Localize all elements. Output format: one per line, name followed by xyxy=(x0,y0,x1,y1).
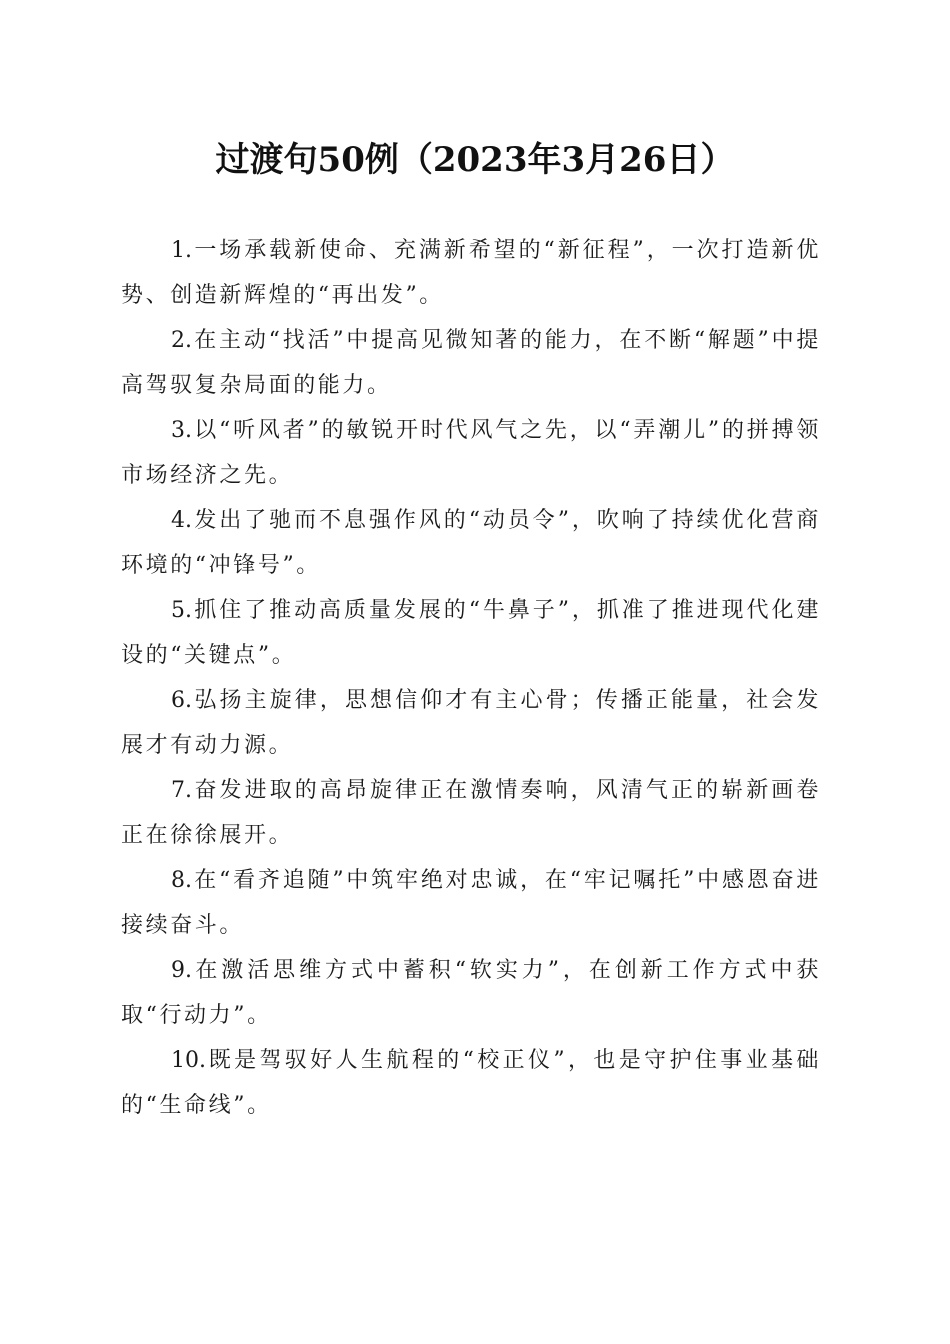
list-item-9 xyxy=(121,948,821,1038)
item-number: 1. xyxy=(171,238,192,263)
item-text: 在主动“找活”中提高见微知著的能力，在不断“解题”中提高驾驭复杂局面的能力。 xyxy=(121,328,821,398)
list-item-3 xyxy=(121,408,821,498)
document-body xyxy=(121,228,821,1128)
item-number: 6. xyxy=(171,688,192,713)
list-item-2 xyxy=(121,318,821,408)
item-text: 一场承载新使命、充满新希望的“新征程”，一次打造新优势、创造新辉煌的“再出发”。 xyxy=(121,238,821,308)
item-number: 7. xyxy=(171,778,192,803)
document-title: 过渡句50例（2023年3月26日） xyxy=(215,140,735,180)
item-number: 3. xyxy=(171,418,192,443)
item-number: 2. xyxy=(171,328,192,353)
list-item-5 xyxy=(121,588,821,678)
item-number: 8. xyxy=(171,868,192,893)
list-item-1 xyxy=(121,228,821,318)
item-number: 10. xyxy=(171,1048,206,1073)
item-text: 以“听风者”的敏锐开时代风气之先，以“弄潮儿”的拼搏领市场经济之先。 xyxy=(121,418,821,488)
list-item-8 xyxy=(121,858,821,948)
item-text: 在激活思维方式中蓄积“软实力”，在创新工作方式中获取“行动力”。 xyxy=(121,958,821,1028)
item-number: 5. xyxy=(171,598,192,623)
item-text: 奋发进取的高昂旋律正在激情奏响，风清气正的崭新画卷正在徐徐展开。 xyxy=(121,778,821,848)
item-text: 既是驾驭好人生航程的“校正仪”，也是守护住事业基础的“生命线”。 xyxy=(121,1048,821,1118)
item-number: 4. xyxy=(171,508,192,533)
item-text: 弘扬主旋律，思想信仰才有主心骨；传播正能量，社会发展才有动力源。 xyxy=(121,688,821,758)
list-item-6 xyxy=(121,678,821,768)
list-item-7 xyxy=(121,768,821,858)
item-text: 发出了驰而不息强作风的“动员令”，吹响了持续优化营商环境的“冲锋号”。 xyxy=(121,508,821,578)
item-number: 9. xyxy=(171,958,192,983)
list-item-10 xyxy=(121,1038,821,1128)
item-text: 在“看齐追随”中筑牢绝对忠诚，在“牢记嘱托”中感恩奋进接续奋斗。 xyxy=(121,868,821,938)
item-text: 抓住了推动高质量发展的“牛鼻子”，抓准了推进现代化建设的“关键点”。 xyxy=(121,598,821,668)
list-item-4 xyxy=(121,498,821,588)
